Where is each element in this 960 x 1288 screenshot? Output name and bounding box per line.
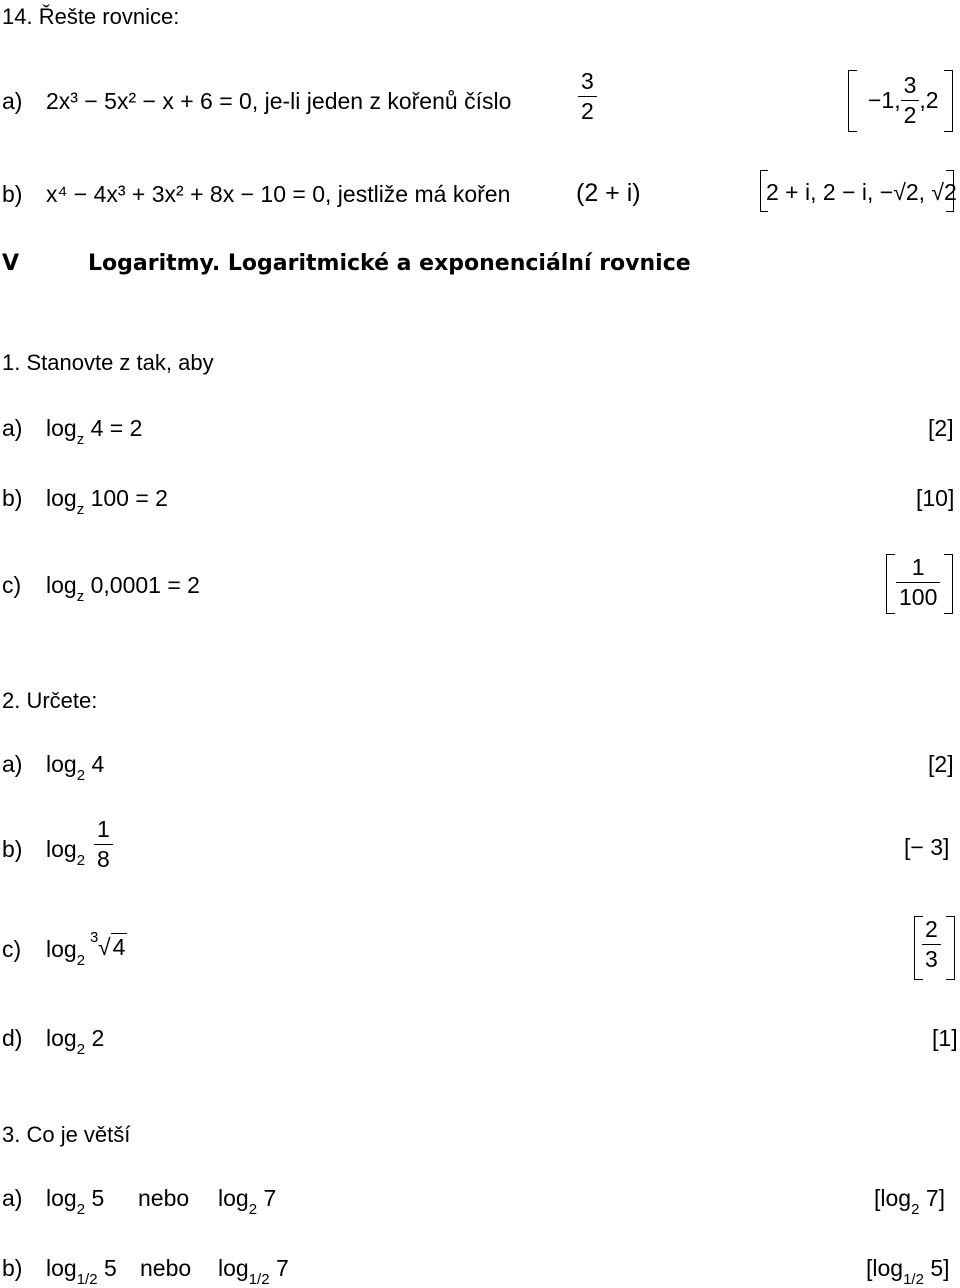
task-2b-expr (46, 836, 86, 869)
log-text: log (880, 1185, 912, 1211)
log-text: log (46, 485, 77, 511)
answer-value: 2 (934, 751, 948, 777)
log-rest: 0,0001 = 2 (90, 572, 200, 598)
task-2-title: 2. Určete: (2, 688, 98, 713)
log-base: 1/2 (903, 1271, 924, 1288)
log-value: 5 (930, 1255, 944, 1281)
log-value: 5 (91, 1185, 105, 1211)
answer-den: 3 (922, 944, 941, 971)
task-1a-answer: [2] (928, 415, 954, 441)
task-2b-label: b) (2, 836, 23, 862)
log-text: log (218, 1185, 249, 1211)
task-1b-label: b) (2, 485, 23, 511)
section-number: V (2, 251, 20, 276)
log-base: 2 (76, 767, 86, 784)
log-base: 2 (248, 1201, 258, 1218)
answer-bracket-left (848, 70, 857, 132)
answer-bracket-left (886, 554, 895, 614)
task-3a-answer: [$\log_2$ 7] (874, 1185, 946, 1218)
task-1-title: 1. Stanovte z tak, aby (2, 350, 214, 375)
log-base: z (76, 431, 85, 448)
log-base: 2 (76, 1041, 86, 1058)
answer-a-num: 3 (903, 71, 917, 98)
task-1c-expr (46, 572, 200, 605)
task-3b-answer: [$\log_{1/2}$ 5] (866, 1255, 950, 1288)
log-rest: 2 (91, 1025, 105, 1051)
task-1b-expr (46, 485, 168, 518)
answer-a-den: 2 (901, 100, 920, 127)
task-3b-expr2 (218, 1255, 289, 1288)
section-title: 14. Řešte rovnice: (2, 4, 180, 29)
task-1c-answer (896, 556, 940, 609)
log-base: 1/2 (248, 1271, 270, 1288)
log-base: z (76, 588, 85, 605)
answer-a-post: ,2 (919, 86, 939, 113)
task-1a-label: a) (2, 415, 23, 441)
fraction-numerator: 3 (581, 68, 594, 94)
equation-a-expr: 2x³ − 5x² − x + 6 = 0 (46, 88, 252, 114)
log-base: z (76, 501, 85, 518)
task-2d-expr (46, 1025, 105, 1058)
fraction-denominator: 8 (94, 844, 113, 871)
log-text: log (46, 836, 77, 862)
task-1a-expr (46, 415, 143, 448)
task-2d-answer: [1] (932, 1025, 958, 1051)
task-3b-label: b) (2, 1255, 23, 1281)
task-2a-expr (46, 751, 105, 784)
log-text: log (46, 751, 77, 777)
equation-b-text: , jestliže má kořen (325, 181, 511, 207)
task-3a-label: a) (2, 1185, 23, 1211)
task-3a-word: nebo (138, 1185, 190, 1211)
log-rest: 4 (91, 751, 105, 777)
log-text: log (872, 1255, 904, 1281)
task-3-title: 3. Co je větší (2, 1122, 131, 1147)
item-b-label: b) (2, 181, 23, 207)
log-text: log (218, 1255, 249, 1281)
answer-a-pre: −1, (868, 86, 901, 113)
log-base: 1/2 (76, 1271, 98, 1288)
answer-bracket-right (944, 554, 953, 614)
answer-den: 100 (896, 582, 940, 609)
answer-num: 1 (911, 554, 925, 580)
answer-a (868, 70, 939, 130)
equation-b-root: (2 + i) (576, 179, 641, 207)
log-text: log (46, 936, 77, 962)
equation-b-expr: x⁴ − 4x³ + 3x² + 8x − 10 = 0 (46, 181, 326, 207)
log-rest: 4 = 2 (90, 415, 143, 441)
equation-a (46, 90, 511, 113)
log-text: log (46, 1025, 77, 1051)
task-2a-label: a) (2, 751, 23, 777)
task-1c-label: c) (2, 572, 22, 598)
log-base: 2 (76, 952, 86, 969)
equation-a-text: , je-li jeden z kořenů číslo (251, 88, 512, 114)
log-value: 7 (925, 1185, 939, 1211)
answer-value: 1 (938, 1025, 952, 1051)
fraction-numerator: 1 (97, 816, 110, 842)
log-text: log (46, 1255, 77, 1281)
equation-b (46, 183, 510, 206)
answer-value: 2 (934, 415, 948, 441)
task-2c-expr (46, 936, 86, 969)
answer-value: 10 (922, 485, 948, 511)
task-2b-answer: [− 3] (904, 834, 950, 860)
log-rest: 100 = 2 (90, 485, 168, 511)
task-2a-answer: [2] (928, 751, 954, 777)
answer-bracket-right (944, 70, 953, 132)
fraction-denominator: 2 (578, 96, 597, 123)
task-1b-answer: [10] (916, 485, 955, 511)
task-2c-radical: √4 (98, 934, 126, 960)
task-3b-expr (46, 1255, 117, 1288)
answer-bracket-right (946, 916, 955, 980)
task-3a-expr (46, 1185, 105, 1218)
task-2c-answer (922, 918, 941, 971)
answer-b: 2 + i, 2 − i, −√2, √2 (766, 179, 957, 205)
log-value: 7 (275, 1255, 289, 1281)
root-index: 3 (90, 929, 99, 946)
task-2d-label: d) (2, 1025, 23, 1051)
task-2c-label: c) (2, 936, 22, 962)
log-text: log (46, 415, 77, 441)
task-3b-word: nebo (140, 1255, 192, 1281)
log-text: log (46, 1185, 77, 1211)
equation-a-fraction (578, 70, 597, 123)
log-base: 2 (911, 1201, 920, 1218)
log-base: 2 (76, 1201, 86, 1218)
answer-num: 2 (925, 916, 938, 942)
log-value: 7 (263, 1185, 277, 1211)
radicand: 4 (112, 934, 126, 960)
log-base: 2 (76, 852, 86, 869)
section-heading: Logaritmy. Logaritmické a exponenciální rovnice (88, 251, 691, 276)
task-2b-fraction (94, 818, 113, 871)
item-a-label: a) (2, 88, 23, 114)
log-value: 5 (103, 1255, 117, 1281)
task-3a-expr2 (218, 1185, 277, 1218)
answer-value: − 3 (910, 834, 944, 860)
log-text: log (46, 572, 77, 598)
